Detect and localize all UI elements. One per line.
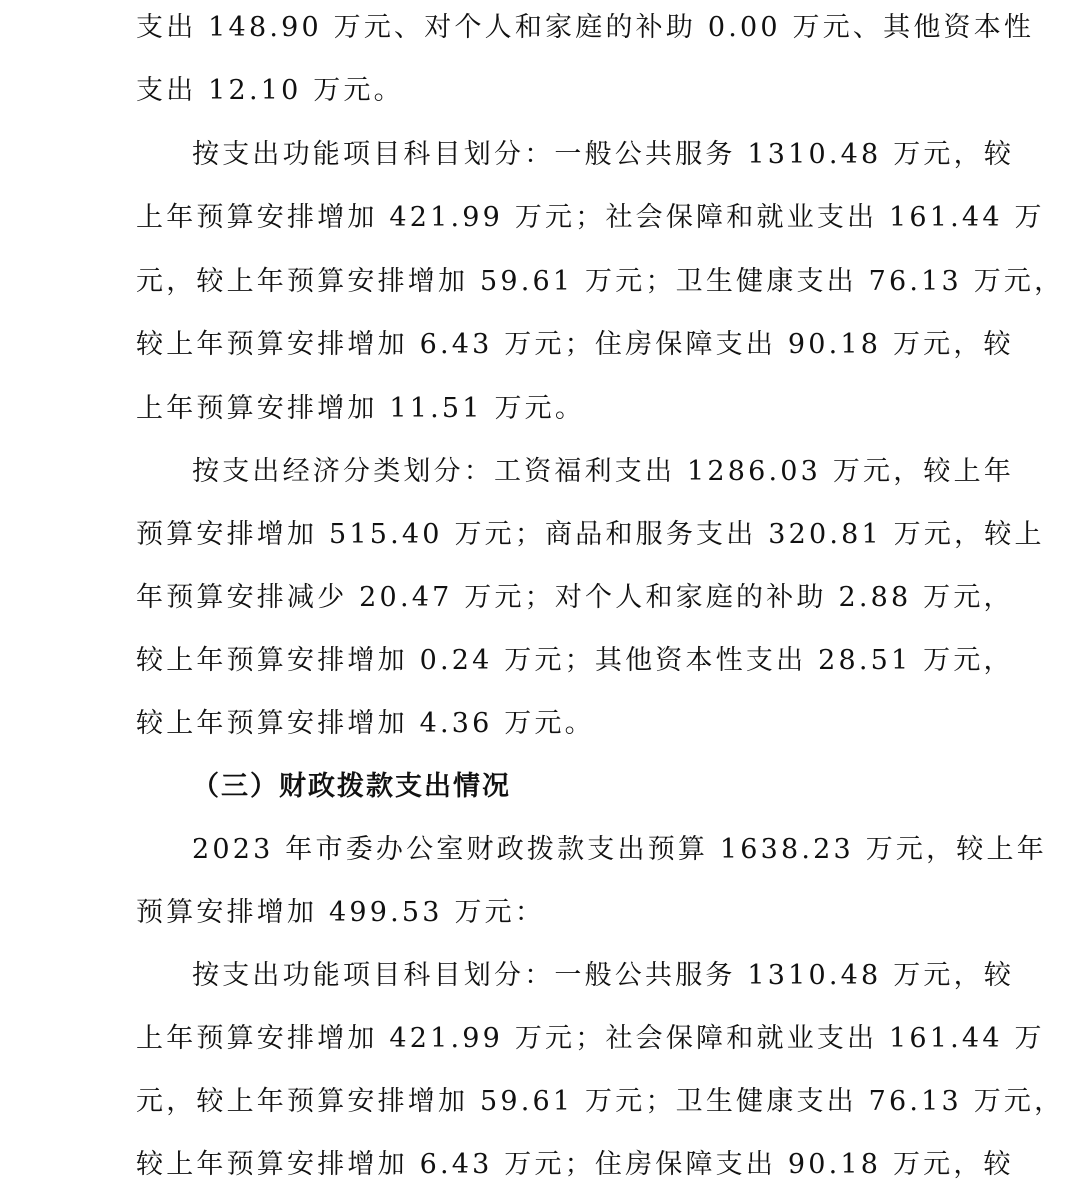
text-line: 元，较上年预算安排增加 59.61 万元；卫生健康支出 76.13 万元， bbox=[136, 266, 1065, 297]
text-line: 预算安排增加 499.53 万元： bbox=[136, 897, 546, 928]
text-line: 支出 12.10 万元。 bbox=[136, 75, 404, 106]
text-line: 年预算安排减少 20.47 万元；对个人和家庭的补助 2.88 万元， bbox=[136, 582, 1014, 613]
paragraph-start-line: 按支出功能项目科目划分：一般公共服务 1310.48 万元，较 bbox=[192, 139, 1015, 170]
text-line: 元，较上年预算安排增加 59.61 万元；卫生健康支出 76.13 万元， bbox=[136, 1086, 1065, 1117]
text-line: 上年预算安排增加 421.99 万元；社会保障和就业支出 161.44 万 bbox=[136, 1023, 1045, 1054]
text-line: 上年预算安排增加 11.51 万元。 bbox=[136, 393, 586, 424]
text-line: 较上年预算安排增加 0.24 万元；其他资本性支出 28.51 万元， bbox=[136, 645, 1014, 676]
paragraph-start-line: 按支出功能项目科目划分：一般公共服务 1310.48 万元，较 bbox=[192, 960, 1015, 991]
section-heading: （三）财政拨款支出情况 bbox=[192, 771, 511, 802]
text-line: 上年预算安排增加 421.99 万元；社会保障和就业支出 161.44 万 bbox=[136, 202, 1045, 233]
text-line: 预算安排增加 515.40 万元；商品和服务支出 320.81 万元，较上 bbox=[136, 519, 1045, 550]
text-line: 较上年预算安排增加 4.36 万元。 bbox=[136, 708, 595, 739]
text-line: 较上年预算安排增加 6.43 万元；住房保障支出 90.18 万元，较 bbox=[136, 329, 1014, 360]
paragraph-start-line: 2023 年市委办公室财政拨款支出预算 1638.23 万元，较上年 bbox=[192, 834, 1047, 865]
text-line: 支出 148.90 万元、对个人和家庭的补助 0.00 万元、其他资本性 bbox=[136, 12, 1035, 43]
paragraph-start-line: 按支出经济分类划分：工资福利支出 1286.03 万元，较上年 bbox=[192, 456, 1015, 487]
text-line: 较上年预算安排增加 6.43 万元；住房保障支出 90.18 万元，较 bbox=[136, 1149, 1014, 1180]
